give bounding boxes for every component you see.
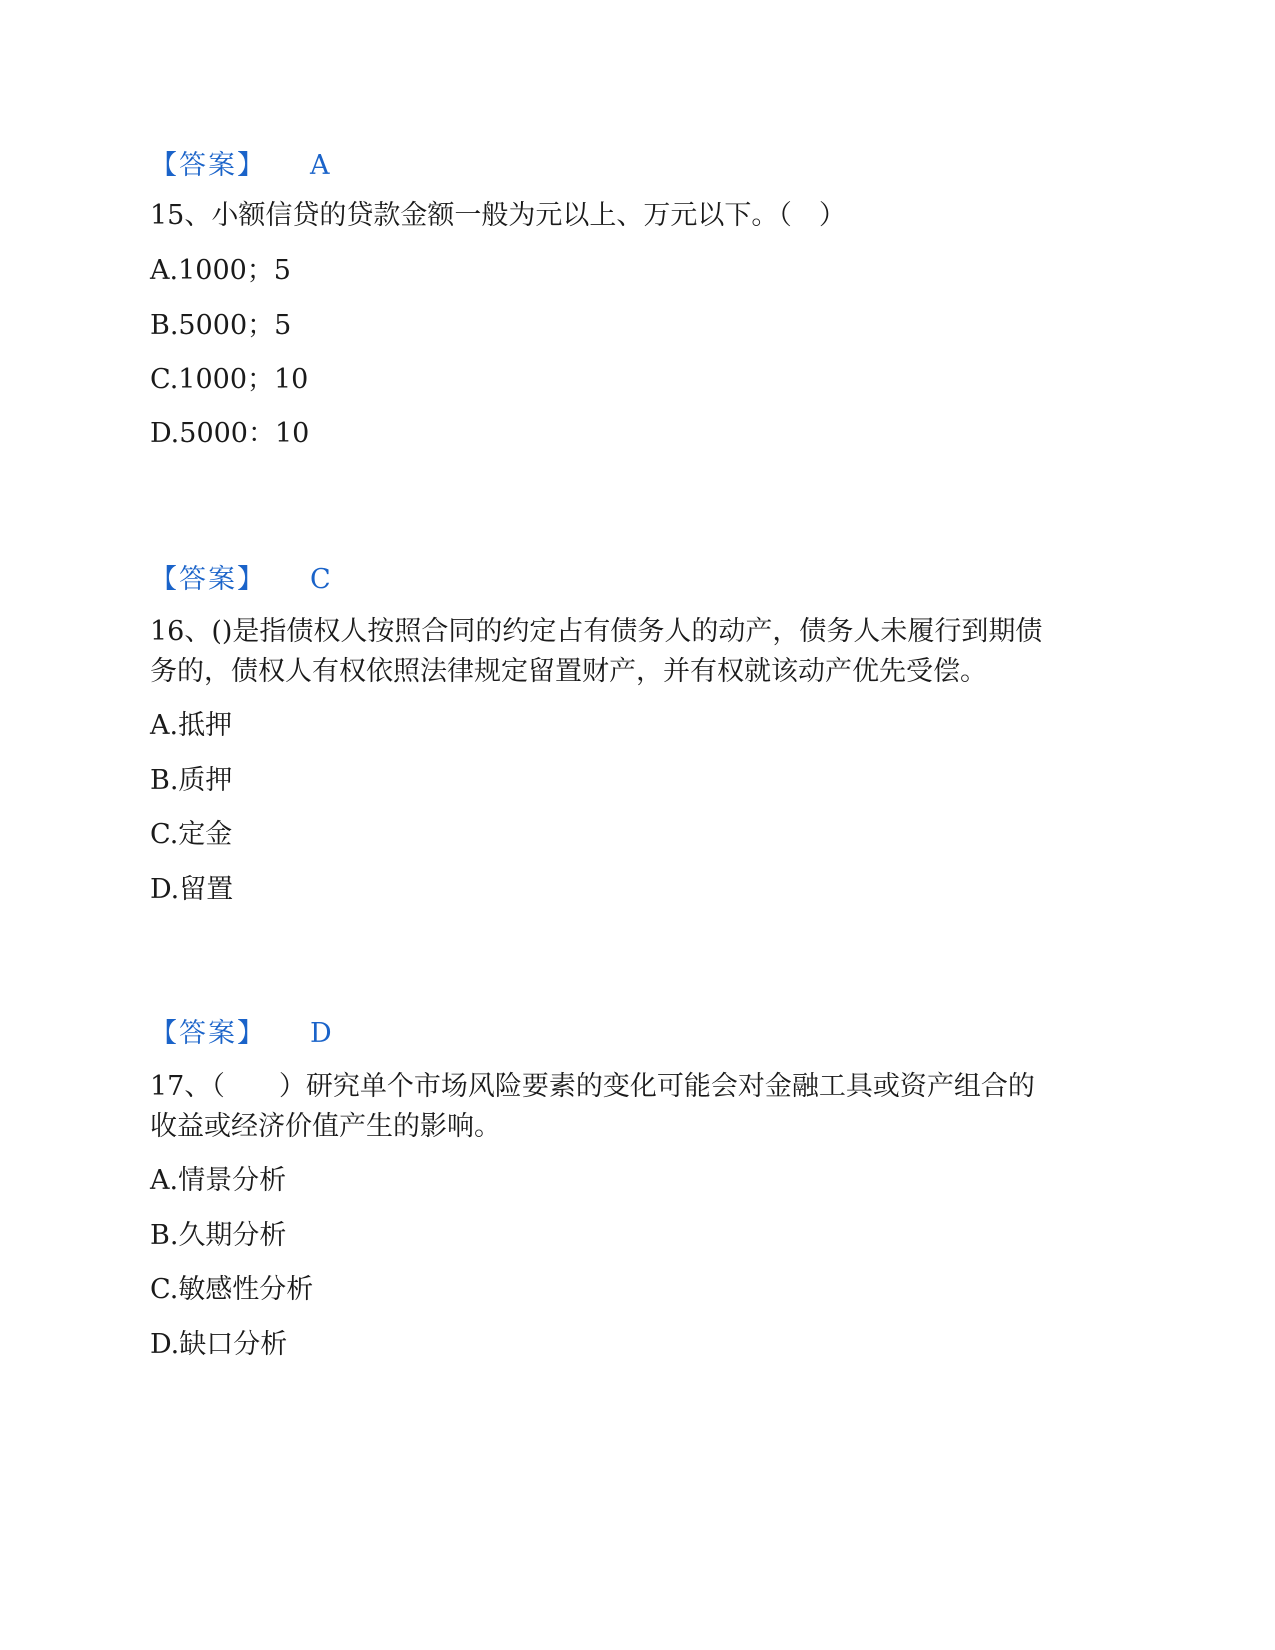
- answer-letter: D: [310, 1018, 332, 1049]
- option-b: B.久期分析: [150, 1220, 287, 1251]
- answer-tag: 【答案】: [150, 1018, 266, 1049]
- option-d: D.留置: [150, 874, 234, 905]
- answer-row: [150, 146, 330, 186]
- option-a: A.抵押: [150, 710, 233, 741]
- answer-letter: A: [310, 150, 330, 181]
- answer-row: [150, 1014, 332, 1054]
- option-b: B.5000；5: [150, 310, 292, 341]
- answer-letter: C: [310, 564, 331, 595]
- question-stem-line: 收益或经济价值产生的影响。: [150, 1111, 501, 1142]
- answer-tag: 【答案】: [150, 150, 266, 181]
- option-d: D.5000：10: [150, 418, 310, 449]
- option-c: C.敏感性分析: [150, 1274, 314, 1305]
- option-c: C.1000；10: [150, 364, 309, 395]
- answer-tag: 【答案】: [150, 564, 266, 595]
- option-c: C.定金: [150, 819, 233, 850]
- option-d: D.缺口分析: [150, 1329, 288, 1360]
- question-stem-line: 务的，债权人有权依照法律规定留置财产，并有权就该动产优先受偿。: [150, 656, 987, 687]
- question-stem: 15、小额信贷的贷款金额一般为元以上、万元以下。（ ）: [150, 200, 846, 231]
- question-stem-line: 16、()是指债权人按照合同的约定占有债务人的动产，债务人未履行到期债: [150, 616, 1043, 647]
- option-b: B.质押: [150, 765, 233, 796]
- option-a: A.1000；5: [150, 255, 291, 286]
- question-stem-line: 17、（ ）研究单个市场风险要素的变化可能会对金融工具或资产组合的: [150, 1071, 1035, 1102]
- option-a: A.情景分析: [150, 1165, 287, 1196]
- answer-row: [150, 560, 331, 600]
